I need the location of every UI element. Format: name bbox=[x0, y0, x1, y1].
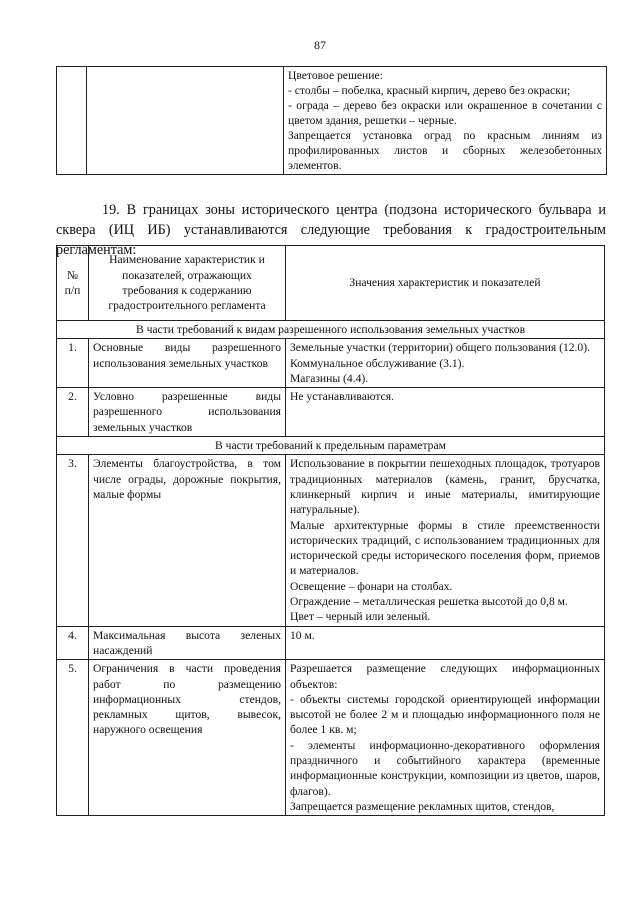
header-name: Наименование характеристик и показателей, отражающих требования к содержанию градостроительного регламента bbox=[89, 246, 286, 321]
row-num: 2. bbox=[57, 388, 89, 437]
table-cell-value bbox=[284, 67, 607, 175]
value-line: 10 м. bbox=[290, 628, 315, 642]
table-row bbox=[57, 626, 605, 660]
row-value bbox=[286, 339, 605, 388]
value-line: Запрещается размещение рекламных щитов, стендов, bbox=[290, 799, 555, 813]
page-number: 87 bbox=[314, 38, 326, 52]
table-row bbox=[57, 339, 605, 388]
value-line: Не устанавливаются. bbox=[290, 390, 394, 404]
table-row bbox=[57, 455, 605, 626]
row-num: 1. bbox=[57, 339, 89, 388]
row-value bbox=[286, 388, 605, 437]
table-row bbox=[57, 67, 607, 175]
value-line: - объекты системы городской ориентирующей информации высотой не более 2 м и площадью информационного поля не более 1 кв. м; bbox=[290, 692, 600, 737]
row-num: 4. bbox=[57, 626, 89, 660]
row-name: Элементы благоустройства, в том числе ограды, дорожные покрытия, малые формы bbox=[89, 455, 286, 626]
value-line: Магазины (4.4). bbox=[290, 371, 369, 385]
value-line: Коммунальное обслуживание (3.1). bbox=[290, 356, 465, 370]
row-num: 3. bbox=[57, 455, 89, 626]
value-line: Использование в покрытии пешеходных площадок, тротуаров традиционных материалов (камень, гранит, брусчатка, клинкерный кирпич и иные материалы, имитирующие натуральные). bbox=[290, 457, 600, 517]
value-line: Малые архитектурные формы в стиле преемственности исторических традиций, с использованием традиционных для исторической среды исторического поселения форм, приемов и материалов. bbox=[290, 518, 600, 578]
value-line: Земельные участки (территории) общего пользования (12.0). bbox=[290, 341, 590, 355]
section-title: В части требований к предельным параметрам bbox=[57, 437, 605, 455]
value-line: Цвет – черный или зеленый. bbox=[290, 610, 431, 624]
section-row bbox=[57, 437, 605, 455]
row-value bbox=[286, 455, 605, 626]
row-value bbox=[286, 626, 605, 660]
section-row bbox=[57, 321, 605, 339]
value-line: - элементы информационно-декоративного оформления праздничного и событийного характера (временные информационные конструкции, композиции из цветов, шаров, флагов). bbox=[290, 738, 600, 798]
row-name: Ограничения в части проведения работ по размещению информационных стендов, рекламных щитов, вывесок, наружного освещения bbox=[89, 660, 286, 816]
table-row bbox=[57, 660, 605, 816]
cell-line: Запрещается установка оград по красным линиям из профилированных листов и сборных железобетонных элементов. bbox=[288, 129, 602, 172]
header-value: Значения характеристик и показателей bbox=[286, 246, 605, 321]
row-name: Максимальная высота зеленых насаждений bbox=[89, 626, 286, 660]
row-value bbox=[286, 660, 605, 816]
table-cell-name bbox=[87, 67, 284, 175]
table-row bbox=[57, 388, 605, 437]
value-line: Освещение – фонари на столбах. bbox=[290, 579, 453, 593]
section-title: В части требований к видам разрешенного использования земельных участков bbox=[57, 321, 605, 339]
value-line: Ограждение – металлическая решетка высотой до 0,8 м. bbox=[290, 595, 568, 609]
row-num: 5. bbox=[57, 660, 89, 816]
table-cell-num bbox=[57, 67, 87, 175]
row-name: Основные виды разрешенного использования земельных участков bbox=[89, 339, 286, 388]
value-line: Разрешается размещение следующих информационных объектов: bbox=[290, 662, 600, 691]
cell-line: Цветовое решение: bbox=[288, 69, 383, 82]
cell-line: - столбы – побелка, красный кирпич, дерево без окраски; bbox=[288, 84, 571, 97]
header-num: № п/п bbox=[57, 246, 89, 321]
cell-line: - ограда – дерево без окраски или окрашенное в сочетании с цветом здания, решетки – черные. bbox=[288, 99, 602, 127]
continued-table bbox=[56, 66, 607, 175]
row-name: Условно разрешенные виды разрешенного использования земельных участков bbox=[89, 388, 286, 437]
table-header-row bbox=[57, 246, 605, 321]
requirements-table bbox=[56, 245, 605, 816]
paragraph-text: 19. В границах зоны исторического центра (подзона исторического бульвара и сквера (ИЦ ИБ) устанавливаются следующие требования к градостроительным регламентам: bbox=[56, 202, 606, 258]
